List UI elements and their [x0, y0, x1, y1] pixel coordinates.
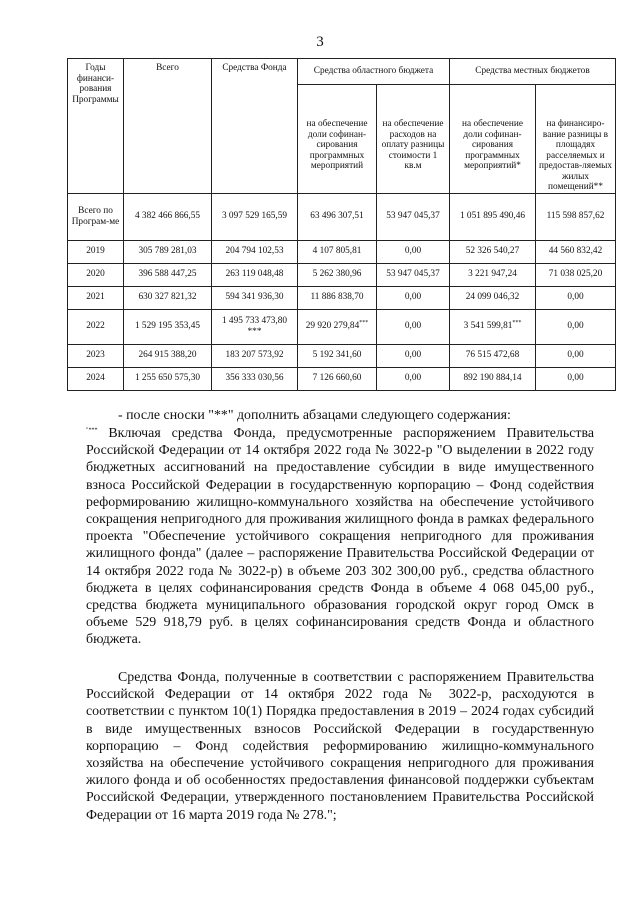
table-row — [68, 286, 616, 309]
footnote-text: Включая средства Фонда, предусмотренные распоряжением Правительства Российской Федерации от 14 октября 2022 года № 3022-р "О выделении в 2022 году бюджетных ассигнований на предоставление субсидии в виде имущественного взноса Российской Федерации в государственную корпорацию – Фонд содействия реформированию жилищно-коммунального хозяйства на обеспечение устойчивого сокращения непригодного для проживания жилищного фонда в рамках федерального проекта "Обеспечение устойчивого сокращения непригодного для проживания жилищного фонда" (далее – распоряжение Правительства Российской Федерации от 14 октября 2022 года № 3022-р) в объеме 203 302 300,00 руб., средства областного бюджета в целях софинансирования средств Фонда в объеме 4 068 045,00 руб., средства бюджета муниципального образования городской округ город Омск в объеме 529 918,79 руб. в целях софинансирования средств Фонда и областного бюджета. — [86, 426, 594, 648]
header-regional-cofin: на обеспечение доли софинан-сирования программных мероприятий — [298, 85, 377, 194]
cell-year: 2022 — [68, 309, 124, 344]
cell-regional-cofin: 7 126 660,60 — [298, 367, 377, 390]
funds-text: Средства Фонда, полученные в соответствии с распоряжением Правительства Российской Федерации от 14 октября 2022 года № 3022-р, расходуются в соответствии с пунктом 10(1) Порядка предоставления в 2019 – 2024 годах субсидий в виде имущественных взносов Российской Федерации в государственную корпорацию – Фонд содействия реформированию жилищно-коммунального хозяйства на обеспечение устойчивого сокращения непригодного для проживания жилого фонда и об особенностях предоставления финансовой поддержки субъектам Российской Федерации, утвержденного постановлением Правительства Российской Федерации от 16 марта 2019 года № 278."; — [86, 670, 594, 823]
cell-year: 2023 — [68, 344, 124, 367]
cell-fund — [212, 309, 298, 344]
table-row — [68, 263, 616, 286]
cell-local-diff: 0,00 — [536, 344, 616, 367]
cell-total: 396 588 447,25 — [124, 263, 212, 286]
cell-fund: 183 207 573,92 — [212, 344, 298, 367]
footnote-mark: *** — [512, 320, 522, 327]
header-local-diff: на финансиро-вание разницы в площадях расселяемых и предостав-ляемых жилых помещений** — [536, 85, 616, 194]
cell-local-diff: 0,00 — [536, 309, 616, 344]
header-local-budgets: Средства местных бюджетов — [450, 59, 616, 85]
funds-paragraph — [86, 669, 594, 824]
cell-total: 1 255 650 575,30 — [124, 367, 212, 390]
cell-regional-diff: 0,00 — [377, 309, 450, 344]
cell-local-cofin-value: 3 541 599,81 — [463, 321, 513, 332]
cell-local-cofin: 24 099 046,32 — [450, 286, 536, 309]
header-total: Всего — [124, 59, 212, 194]
cell-local-diff: 0,00 — [536, 286, 616, 309]
table-row — [68, 344, 616, 367]
cell-local-diff: 115 598 857,62 — [536, 193, 616, 240]
cell-regional-diff: 0,00 — [377, 367, 450, 390]
cell-regional-cofin: 11 886 838,70 — [298, 286, 377, 309]
cell-regional-cofin: 5 262 380,96 — [298, 263, 377, 286]
cell-fund: 263 119 048,48 — [212, 263, 298, 286]
cell-regional-cofin: 4 107 805,81 — [298, 240, 377, 263]
cell-local-diff: 44 560 832,42 — [536, 240, 616, 263]
cell-fund: 594 341 936,30 — [212, 286, 298, 309]
cell-local-cofin: 76 515 472,68 — [450, 344, 536, 367]
cell-regional-cofin: 5 192 341,60 — [298, 344, 377, 367]
cell-regional-diff: 53 947 045,37 — [377, 263, 450, 286]
cell-total: 1 529 195 353,45 — [124, 309, 212, 344]
financing-table — [67, 58, 616, 391]
cell-regional-diff: 53 947 045,37 — [377, 193, 450, 240]
page-number: 3 — [316, 34, 324, 50]
cell-year: 2020 — [68, 263, 124, 286]
cell-total: 305 789 281,03 — [124, 240, 212, 263]
cell-total: 630 327 821,32 — [124, 286, 212, 309]
cell-fund: 204 794 102,53 — [212, 240, 298, 263]
cell-local-cofin: 892 190 884,14 — [450, 367, 536, 390]
cell-fund: 3 097 529 165,59 — [212, 193, 298, 240]
cell-year: Всего по Програм-ме — [68, 193, 124, 240]
table-row — [68, 193, 616, 240]
cell-local-cofin: 1 051 895 490,46 — [450, 193, 536, 240]
cell-year: 2021 — [68, 286, 124, 309]
table-row — [68, 367, 616, 390]
cell-local-cofin: 3 221 947,24 — [450, 263, 536, 286]
cell-year: 2019 — [68, 240, 124, 263]
cell-regional-diff: 0,00 — [377, 344, 450, 367]
cell-fund-value: 1 495 733 473,80 — [221, 316, 288, 326]
header-regional-diff: на обеспечение расходов на оплату разницы стоимости 1 кв.м — [377, 85, 450, 194]
header-local-cofin: на обеспечение доли софинан-сирования программных мероприятий* — [450, 85, 536, 194]
intro-line: - после сноски "**" дополнить абзацами следующего содержания: — [118, 408, 511, 423]
footnote-paragraph — [86, 425, 594, 649]
cell-total: 4 382 466 866,55 — [124, 193, 212, 240]
header-regional-budget: Средства областного бюджета — [298, 59, 450, 85]
cell-regional-cofin-value: 29 920 279,84 — [305, 321, 360, 332]
table-row — [68, 240, 616, 263]
footnote-mark: *** — [359, 320, 369, 327]
cell-local-cofin: 52 326 540,27 — [450, 240, 536, 263]
cell-total: 264 915 388,20 — [124, 344, 212, 367]
cell-year: 2024 — [68, 367, 124, 390]
cell-local-diff: 0,00 — [536, 367, 616, 390]
cell-regional-cofin — [298, 309, 377, 344]
header-fund: Средства Фонда — [212, 59, 298, 194]
header-years: Годы финанси-рования Программы — [68, 59, 124, 194]
cell-regional-cofin: 63 496 307,51 — [298, 193, 377, 240]
cell-regional-diff: 0,00 — [377, 286, 450, 309]
footnote-mark: "*** — [86, 427, 98, 434]
footnote-mark: *** — [247, 326, 262, 337]
cell-fund: 356 333 030,56 — [212, 367, 298, 390]
cell-local-cofin — [450, 309, 536, 344]
cell-regional-diff: 0,00 — [377, 240, 450, 263]
table-row — [68, 309, 616, 344]
cell-local-diff: 71 038 025,20 — [536, 263, 616, 286]
